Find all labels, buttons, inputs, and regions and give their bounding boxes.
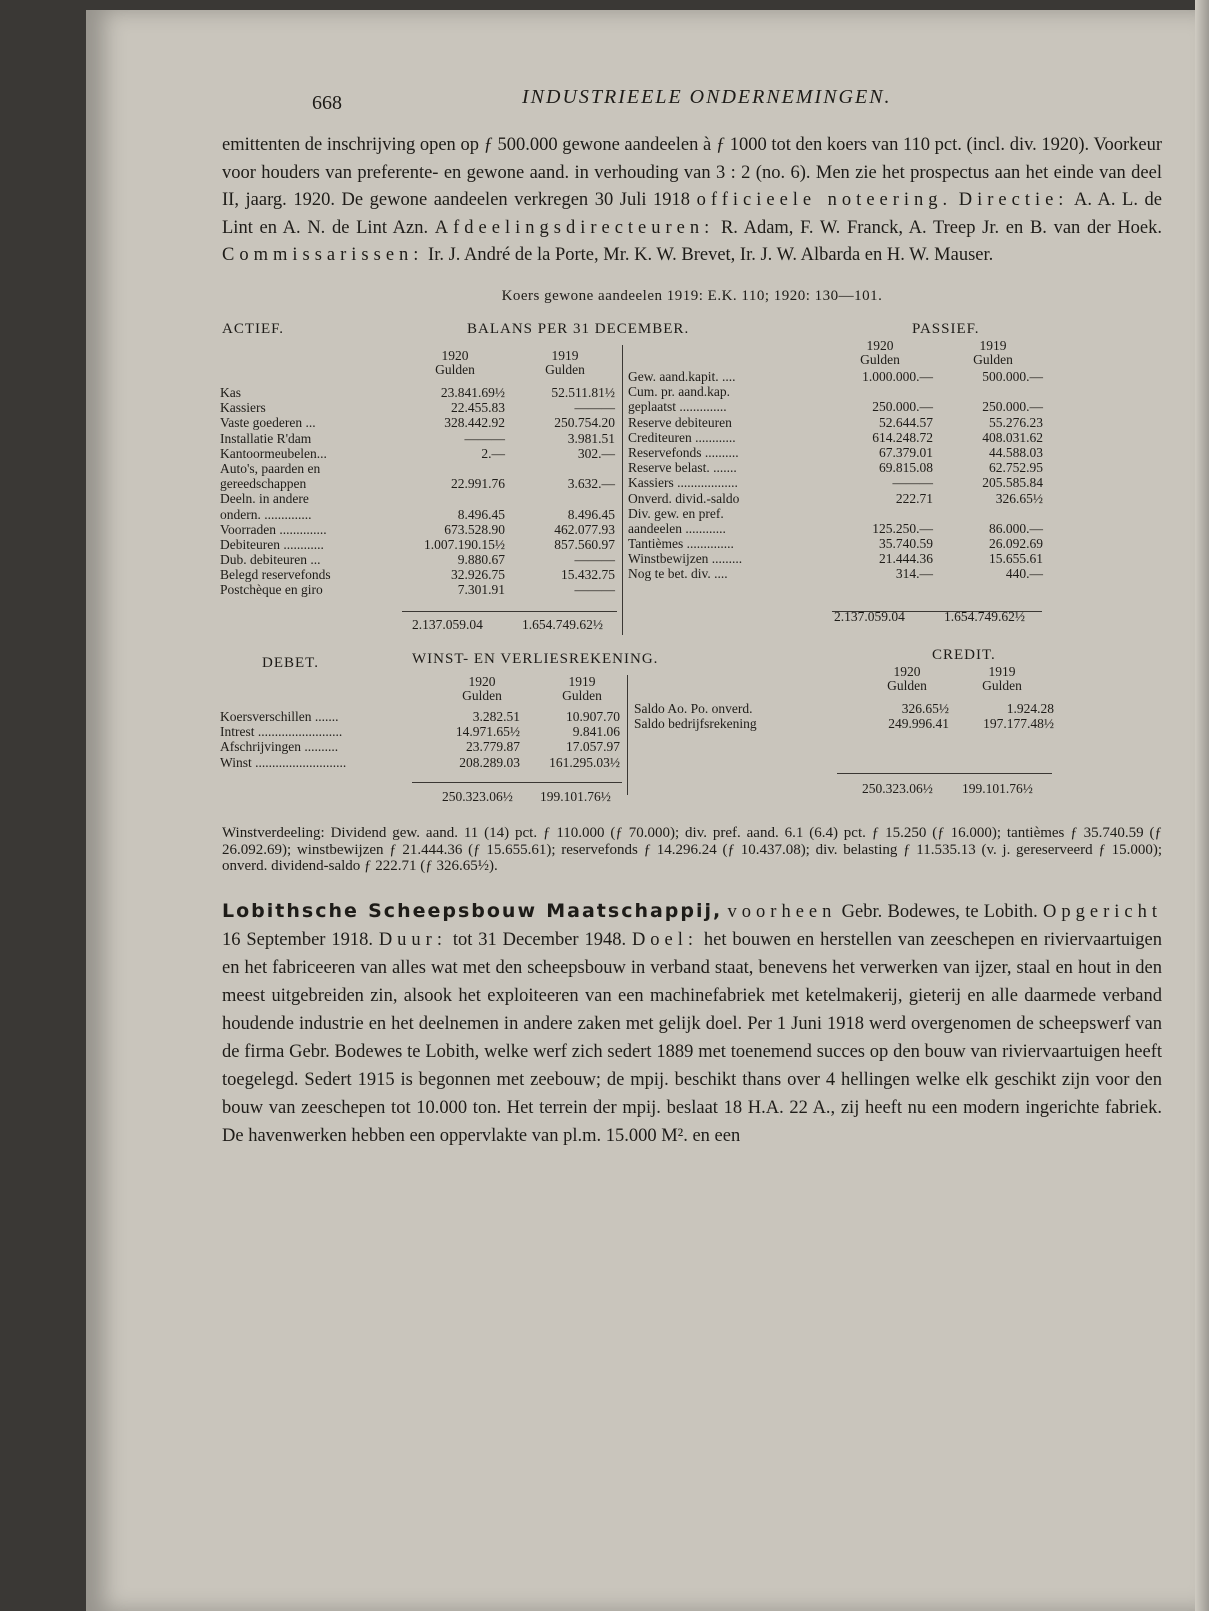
year-1920: 1920 (893, 664, 921, 679)
koers-line: Koers gewone aandeelen 1919: E.K. 110; 1920: 130—101. (501, 288, 883, 304)
actief-row (220, 522, 615, 537)
credit-total-1919: 199.101.76½ (962, 781, 1033, 796)
unit-gulden: Gulden (973, 352, 1013, 367)
actief-row (220, 385, 615, 400)
actief-row-label: Dub. debiteuren ... (220, 552, 321, 568)
passief-row-1920: 614.248.72 (872, 429, 933, 445)
actief-row (220, 567, 615, 582)
running-title: INDUSTRIEELE ONDERNEMINGEN. (522, 86, 892, 108)
passief-row-label: Reserve belast. ....... (628, 460, 737, 476)
year-1919: 1919 (979, 338, 1007, 353)
actief-row-1920: 23.841.69½ (440, 385, 505, 400)
unit-gulden: Gulden (562, 688, 602, 703)
passief-row (628, 384, 1048, 399)
florin-sign: ƒ (483, 135, 493, 155)
credit-row (634, 701, 1054, 716)
debet-row-label: Koersverschillen ....... (220, 709, 339, 724)
passief-row-label: Nog te bet. div. .... (628, 566, 728, 582)
passief-row-label: Winstbewijzen ......... (628, 551, 743, 567)
actief-row-1919: ——— (574, 552, 615, 568)
debet-row-label: Intrest ......................... (220, 724, 343, 740)
debet-row-label: Afschrijvingen .......... (220, 739, 339, 755)
unit-gulden: Gulden (545, 362, 585, 377)
passief-row-1920: ——— (892, 475, 933, 491)
page-content (222, 80, 1162, 1168)
page-edge (1195, 0, 1209, 1611)
actief-row-label: Installatie R'dam (220, 430, 312, 446)
actief-row-label: Postchèque en giro (220, 582, 323, 598)
actief-row-1919: 15.432.75 (561, 567, 615, 583)
credit-row-1920: 249.996.41 (888, 716, 949, 732)
lobith-paragraph (222, 897, 1162, 1150)
actief-row-1919: 3.632.— (567, 476, 615, 492)
year-1919: 1919 (551, 348, 579, 363)
passief-row-1919: 15.655.61 (989, 551, 1043, 567)
actief-row-1919: 857.560.97 (554, 536, 615, 552)
year-1919: 1919 (568, 674, 596, 689)
passief-total-1920: 2.137.059.04 (834, 609, 905, 624)
passief-row (628, 506, 1048, 521)
actief-row (220, 415, 615, 430)
credit-total-rule (837, 773, 1052, 774)
actief-row (220, 476, 615, 491)
passief-row-1920: 222.71 (895, 490, 933, 506)
passief-row-label: Onverd. divid.-saldo (628, 490, 740, 506)
balans-table (220, 338, 1162, 635)
directie-label: Directie: (958, 190, 1069, 210)
intro-text-3: 1000 tot den koers van 110 pct. (incl. div. 1920). Voorkeur voor houders van preferente- en gewone aand. in verhouding van 3 : 2 (no. 6). Men zie het prospectus aan het einde van deel II, jaarg. 1920. De gewone aandeelen verkregen 30 Juli 1918 (222, 135, 1162, 210)
passief-row-1919: 440.— (1005, 566, 1043, 582)
year-1920: 1920 (866, 338, 894, 353)
actief-col-1920 (410, 349, 500, 377)
noteering-label: officieele noteering. (696, 190, 953, 210)
actief-row (220, 552, 615, 567)
opgericht-value: 16 September 1918. (222, 929, 373, 950)
afdeelingsdirecteuren-label: Afdeelingsdirecteuren: (434, 217, 715, 238)
passief-row-1919: 44.588.03 (989, 444, 1043, 460)
company-name: Lobithsche Scheepsbouw Maatschappij, (222, 899, 723, 922)
actief-row (220, 582, 615, 597)
year-1920: 1920 (468, 674, 496, 689)
passief-row (628, 415, 1048, 430)
year-1920: 1920 (441, 348, 469, 363)
credit-row-label: Saldo Ao. Po. onverd. (634, 701, 753, 716)
actief-row (220, 491, 615, 506)
debet-total-1919: 199.101.76½ (540, 789, 611, 804)
duur-label: Duur: (378, 929, 447, 950)
actief-row-label: ondern. .............. (220, 506, 312, 522)
debet-col-1920 (437, 675, 527, 703)
passief-row-label: Tantièmes .............. (628, 536, 734, 552)
intro-paragraph (222, 132, 1162, 270)
actief-total-rule (402, 611, 617, 612)
debet-row-label: Winst ........................... (220, 754, 347, 770)
commissarissen-label: Commissarissen: (222, 245, 424, 265)
balans-divider (622, 345, 623, 635)
passief-row-1919: 500.000.— (982, 369, 1043, 384)
intro-text-2: 500.000 gewone aandeelen à (497, 135, 712, 155)
passief-row-1920: 314.— (895, 566, 933, 582)
passief-row (628, 536, 1048, 551)
debet-title: DEBET. (262, 655, 319, 671)
passief-row-1919: 86.000.— (989, 520, 1043, 536)
passief-row (628, 566, 1048, 581)
debet-row-1920: 3.282.51 (472, 709, 520, 724)
year-1919: 1919 (988, 664, 1016, 679)
passief-row-label: Crediteuren ............ (628, 429, 736, 445)
actief-row-1919: 52.511.81½ (551, 385, 615, 400)
opgericht-label: Opgericht (1043, 901, 1163, 922)
passief-row-1919: 408.031.62 (982, 429, 1043, 445)
actief-row-1920: 673.528.90 (444, 521, 505, 537)
actief-row-label: Debiteuren ............ (220, 536, 324, 552)
lobith-body: het bouwen en herstellen van zeeschepen en riviervaartuigen en het fabriceeren van alles wat met den scheepsbouw in verband staat, benevens het verwerken van ijzer, staal en hout in den meest uitgebreiden zin, alsook het exploiteeren van een machinefabriek met ketelmakerij, gieterij en alle daarmede verband houdende industrie en het deelnemen in andere zaken met gelijk doel. Per 1 Juni 1918 werd overgenomen de scheepswerf van de firma Gebr. Bodewes te Lobith, welke werf zich sedert 1889 met toenemend succes op den bouw van riviervaartuigen heeft toegelegd. Sedert 1915 is begonnen met zeebouw; de mpij. beschikt thans over 4 hellingen welke elk geschikt zijn voor den bouw van zeeschepen tot 10.000 ton. Het terrein der mpij. beslaat 18 H.A. 22 A., zij heeft nu een modern ingerichte fabriek. De havenwerken hebben een oppervlakte van pl.m. 15.000 M². en een (222, 929, 1162, 1146)
doel-label: Doel: (631, 929, 699, 950)
actief-row (220, 461, 615, 476)
actief-row-1919: 302.— (577, 445, 615, 461)
actief-row-1920: 22.991.76 (451, 476, 505, 492)
actief-row-label: Belegd reservefonds (220, 567, 331, 583)
actief-rows (220, 385, 615, 598)
actief-row-label: Vaste goederen ... (220, 415, 316, 431)
passief-row-1920: 125.250.— (872, 520, 933, 536)
credit-row (634, 716, 1054, 731)
winst-table (220, 664, 1162, 825)
actief-row-1920: 328.442.92 (444, 415, 505, 431)
debet-row-1919: 9.841.06 (572, 724, 620, 740)
passief-row-label: aandeelen ............ (628, 520, 726, 536)
passief-row (628, 475, 1048, 490)
debet-row (220, 739, 620, 754)
voorheen-label: voorheen (727, 901, 837, 922)
book-page (86, 10, 1195, 1611)
passief-row (628, 430, 1048, 445)
actief-row-label: Voorraden .............. (220, 521, 327, 537)
passief-row (628, 445, 1048, 460)
unit-gulden: Gulden (435, 362, 475, 377)
passief-row-1919: 250.000.— (982, 399, 1043, 415)
debet-total-1920: 250.323.06½ (442, 789, 513, 804)
actief-row-1920: ——— (464, 430, 505, 446)
page-number: 668 (312, 92, 342, 114)
passief-row-1919: 205.585.84 (982, 475, 1043, 491)
actief-row-1920: 8.496.45 (457, 506, 505, 522)
actief-row-label: Kantoormeubelen... (220, 445, 327, 461)
debet-col-1919 (537, 675, 627, 703)
passief-total-1919: 1.654.749.62½ (944, 609, 1025, 624)
actief-row-label: Kas (220, 385, 241, 400)
passief-row-1920: 21.444.36 (879, 551, 933, 567)
debet-row-1920: 14.971.65½ (455, 724, 520, 740)
passief-row-label: Cum. pr. aand.kap. (628, 384, 730, 400)
credit-row-1919: 197.177.48½ (983, 716, 1054, 732)
passief-row (628, 369, 1048, 384)
unit-gulden: Gulden (982, 678, 1022, 693)
debet-row-1920: 23.779.87 (466, 739, 520, 755)
actief-row-label: gereedschappen (220, 476, 307, 492)
credit-col-1919 (957, 665, 1047, 693)
winst-title: WINST- EN VERLIESREKENING. (412, 651, 659, 667)
directie-names: A. A. L. de Lint en A. N. de Lint Azn. (222, 190, 1163, 238)
duur-value: tot 31 December 1948. (452, 929, 627, 950)
debet-row-1919: 161.295.03½ (549, 754, 620, 770)
passief-row-1920: 1.000.000.— (862, 369, 933, 384)
credit-row-1919: 1.924.28 (1006, 701, 1054, 716)
credit-row-label: Saldo bedrijfsrekening (634, 716, 757, 732)
credit-rows (634, 701, 1054, 731)
debet-rows (220, 709, 620, 770)
passief-title: PASSIEF. (912, 321, 980, 337)
passief-row (628, 399, 1048, 414)
passief-row-1920: 35.740.59 (879, 536, 933, 552)
debet-row (220, 709, 620, 724)
winstverdeeling-paragraph: Winstverdeeling: Dividend gew. aand. 11 (14) pct. ƒ 110.000 (ƒ 70.000); div. pref. aand. 6.1 (6.4) pct. ƒ 15.250 (ƒ 16.000); tantièmes ƒ 35.740.59 (ƒ 26.092.69); winstbewijzen ƒ 21.444.36 (ƒ 15.655.61); reservefonds ƒ 14.296.24 (ƒ 10.437.08); div. belasting ƒ 11.535.13 (v. j. gereserveerd ƒ 15.000); onverd. dividend-saldo ƒ 222.71 (ƒ 326.65½). (222, 825, 1162, 874)
actief-row-label: Kassiers (220, 400, 266, 416)
actief-row-1920: 7.301.91 (457, 582, 505, 598)
passief-row-label: Reservefonds .......... (628, 444, 739, 460)
actief-row-1919: 462.077.93 (554, 521, 615, 537)
actief-col-1919 (520, 349, 610, 377)
credit-row-1920: 326.65½ (901, 701, 949, 716)
credit-col-1920 (862, 665, 952, 693)
passief-row-1920: 250.000.— (872, 399, 933, 415)
passief-col-1919 (948, 339, 1038, 367)
unit-gulden: Gulden (887, 678, 927, 693)
debet-row (220, 755, 620, 770)
actief-row (220, 431, 615, 446)
actief-row-1920: 32.926.75 (451, 567, 505, 583)
debet-row-1919: 10.907.70 (566, 709, 620, 724)
passief-row (628, 551, 1048, 566)
commissarissen-names: Ir. J. André de la Porte, Mr. K. W. Brevet, Ir. J. W. Albarda en H. W. Mauser. (428, 245, 994, 265)
unit-gulden: Gulden (860, 352, 900, 367)
actief-total-1919: 1.654.749.62½ (522, 617, 603, 632)
passief-row-1920: 67.379.01 (879, 444, 933, 460)
running-head (222, 80, 1162, 114)
passief-row-1919: 62.752.95 (989, 460, 1043, 476)
passief-row-label: Reserve debiteuren (628, 414, 732, 430)
florin-sign: ƒ (715, 135, 726, 155)
actief-row-1920: 2.— (481, 445, 505, 461)
actief-row-1920: 1.007.190.15½ (424, 536, 505, 552)
passief-row-label: Kassiers .................. (628, 475, 738, 491)
passief-rows (628, 369, 1048, 582)
passief-row (628, 491, 1048, 506)
actief-row-1920: 9.880.67 (457, 552, 505, 568)
actief-row-1919: ——— (574, 582, 615, 598)
actief-row-1919: 8.496.45 (567, 506, 615, 522)
balans-title: BALANS PER 31 DECEMBER. (467, 321, 690, 337)
debet-row-1919: 17.057.97 (566, 739, 620, 755)
debet-row (220, 724, 620, 739)
actief-row-label: Deeln. in andere (220, 491, 309, 507)
debet-total-rule (412, 782, 622, 783)
actief-row-label: Auto's, paarden en (220, 460, 321, 476)
credit-total-1920: 250.323.06½ (862, 781, 933, 796)
actief-row-1919: 3.981.51 (567, 430, 615, 446)
actief-total-1920: 2.137.059.04 (412, 617, 483, 632)
passief-row-label: geplaatst .............. (628, 399, 727, 415)
afdeelingsdirecteuren-names: R. Adam, F. W. Franck, A. Treep Jr. en B. van der Hoek. (720, 217, 1162, 238)
passief-row-1920: 52.644.57 (879, 414, 933, 430)
passief-row-label: Div. gew. en pref. (628, 505, 724, 521)
unit-gulden: Gulden (462, 688, 502, 703)
intro-text-1: emittenten de inschrijving open op (222, 135, 479, 155)
actief-row-1920: 22.455.83 (451, 400, 505, 416)
passief-row-1919: 26.092.69 (989, 536, 1043, 552)
credit-title: CREDIT. (932, 647, 996, 663)
actief-row-1919: ——— (574, 400, 615, 416)
lobith-location: Gebr. Bodewes, te Lobith. (841, 901, 1038, 922)
actief-row (220, 507, 615, 522)
passief-row-1919: 55.276.23 (989, 414, 1043, 430)
passief-row-1920: 69.815.08 (879, 460, 933, 476)
actief-title: ACTIEF. (222, 321, 285, 337)
actief-row-1919: 250.754.20 (554, 415, 615, 431)
passief-row-label: Gew. aand.kapit. .... (628, 369, 736, 384)
passief-row (628, 460, 1048, 475)
passief-row (628, 521, 1048, 536)
passief-col-1920 (835, 339, 925, 367)
actief-row (220, 537, 615, 552)
debet-row-1920: 208.289.03 (459, 754, 520, 770)
actief-row (220, 400, 615, 415)
winst-divider (627, 675, 628, 795)
passief-row-1919: 326.65½ (995, 490, 1043, 506)
actief-row (220, 446, 615, 461)
